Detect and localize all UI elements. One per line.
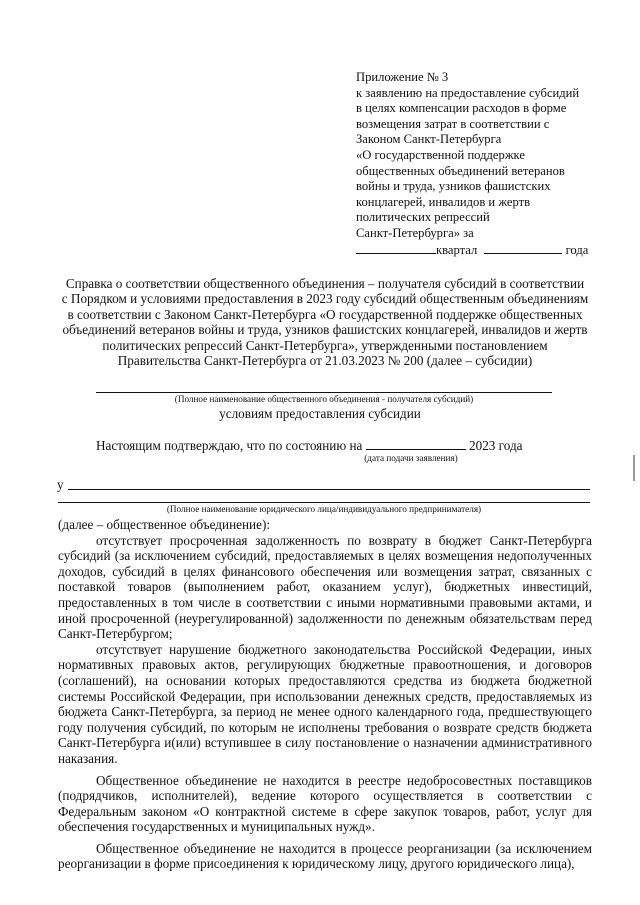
paragraph: Общественное объединение не находится в реестре недобросовестных поставщиков (подрядчиков, исполнителей), ведение которого осуществляется в соответствии с Федеральным законом «О контрактной системе в сфере закупок товаров, работ, услуг для обеспечения государственных и муниципальных нужд». [58, 772, 592, 835]
title-line: Справка о соответствии общественного объединения – получателя субсидий в соответствии [65, 276, 585, 291]
entity-name-field-2[interactable] [58, 502, 590, 503]
paragraph: Общественное объединение не находится в процессе реорганизации (за исключением реорганизации в форме присоединения к юридическому лицу, другого юридического лица), [58, 840, 592, 872]
year-blank[interactable] [484, 242, 562, 254]
paragraph: отсутствует нарушение бюджетного законодательства Российской Федерации, иных нормативных правовых актов, регулирующих бюджетные правоотношения, и договоров (соглашений), на основании которых предоставляются средства из бюджета бюджетной системы Российской Федерации, при использовании денежных средств, предоставляемых из бюджета Санкт-Петербурга, за период не менее одного календарного года, предшествующего году получения субсидий, по которым не исполнены требования о возврате средств бюджета Санкт-Петербурга и(или) вступившее в силу постановление о назначении административного наказания. [58, 641, 592, 766]
title-line: в соответствии с Законом Санкт-Петербурга «О государственной поддержке общественных [67, 306, 583, 322]
paragraph: отсутствует просроченная задолженность по возврату в бюджет Санкт-Петербурга субсидий (за исключением субсидий, предоставляемых в целях возмещения недополученных доходов, субсидий в целях финансового обеспечения или возмещения затрат, связанных с поставкой товаров (выполнением работ, оказанием услуг), бюджетных инвестиций, предоставленных в том числе в соответствии с иными нормативными правовыми актами, и иной просроченной (неурегулированной) задолженности по денежным обязательствам перед Санкт-Петербургом; [58, 532, 592, 642]
body-text [58, 517, 592, 872]
quarter-blank[interactable] [356, 242, 436, 254]
appendix-line: возмещения затрат в соответствии с [356, 116, 550, 131]
year-word: года [565, 242, 589, 257]
confirm-prefix: Настоящим подтверждаю, что по состоянию на [96, 438, 363, 453]
confirm-line [96, 437, 523, 454]
quarter-word: квартал [436, 242, 478, 257]
confirm-suffix: 2023 года [469, 438, 523, 453]
certificate-title [52, 276, 598, 368]
title-line: объединений ветеранов войны и труда, узников фашистских концлагерей, инвалидов и жертв [62, 322, 588, 338]
appendix-line: к заявлению на предоставление субсидий [356, 85, 580, 100]
appendix-line: концлагерей, инвалидов и жертв [356, 194, 531, 209]
appendix-header [356, 70, 606, 258]
appendix-line: Приложение № 3 [356, 70, 449, 84]
paragraph: (далее – общественное объединение): [58, 517, 270, 532]
date-field[interactable] [366, 437, 466, 450]
quarter-line [356, 242, 606, 259]
appendix-line: «О государственной поддержке [356, 147, 525, 162]
title-line: политических репрессий Санкт-Петербурга», утвержденными постановлением [102, 337, 548, 353]
org-name-caption: (Полное наименование общественного объединения - получателя субсидий) [174, 394, 474, 404]
appendix-line: политических репрессий [356, 210, 490, 225]
appendix-line: Законом Санкт-Петербурга [356, 132, 502, 147]
title-line: с Порядком и условиями предоставления в 2023 году субсидий общественным объединениям [61, 291, 589, 307]
entity-name-caption: (Полное наименование юридического лица/индивидуального предпринимателя) [166, 504, 482, 514]
appendix-line: Санкт-Петербурга» за [356, 225, 474, 240]
org-name-field[interactable] [96, 392, 552, 393]
conditions-text: условиям предоставления субсидии [219, 406, 421, 421]
entity-name-field-1[interactable] [68, 489, 590, 490]
title-line: Правительства Санкт-Петербурга от 21.03.2023 № 200 (далее – субсидии) [117, 353, 533, 369]
appendix-line: в целях компенсации расходов в форме [356, 101, 567, 116]
u-letter: у [57, 477, 64, 492]
date-caption: (дата подачи заявления) [364, 453, 458, 463]
appendix-line: войны и труда, узников фашистских [356, 179, 551, 194]
scan-margin-mark [633, 455, 635, 481]
appendix-line: общественных объединений ветеранов [356, 163, 565, 178]
